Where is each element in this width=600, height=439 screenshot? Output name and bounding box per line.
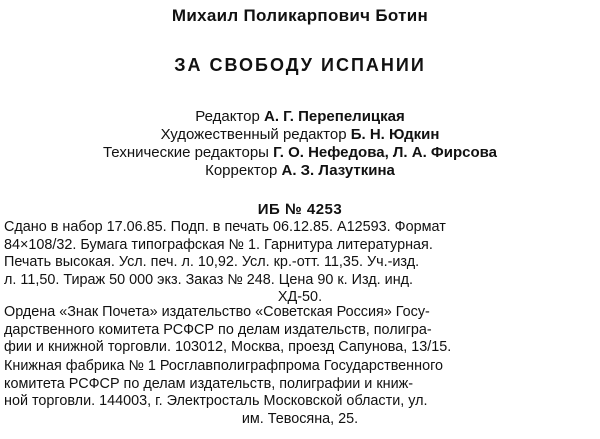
credit-name: А. З. Лазуткина — [281, 162, 395, 179]
ib-number: ИБ № 4253 — [257, 201, 343, 218]
credit-proofreader — [0, 162, 600, 180]
publisher-line: фии и книжной торговли. 103012, Москва, проезд Сапунова, 13/15. — [4, 339, 452, 355]
credit-editor — [0, 108, 600, 126]
credit-role: Редактор — [195, 108, 260, 125]
credit-role: Художественный редактор — [160, 126, 347, 143]
credit-name: А. Г. Перепелицкая — [264, 108, 405, 125]
printer-info — [4, 358, 596, 428]
publisher-line: Ордена «Знак Почета» издательство «Советская Россия» Госу- — [4, 304, 430, 320]
credit-tech-editors — [0, 144, 600, 162]
printer-line: Книжная фабрика № 1 Росглавполиграфпрома Государственного — [4, 358, 444, 374]
credit-name: Б. Н. Юдкин — [350, 126, 440, 143]
publisher-info — [4, 304, 596, 357]
credit-art-editor — [0, 126, 600, 144]
book-title: ЗА СВОБОДУ ИСПАНИИ — [174, 55, 426, 75]
publisher-line: дарственного комитета РСФСР по делам издательств, полигра- — [4, 321, 432, 338]
print-details-line: ХД-50. — [277, 289, 323, 305]
credit-name: Г. О. Нефедова, Л. А. Фирсова — [273, 144, 497, 161]
printer-line: ной торговли. 144003, г. Электросталь Московской области, ул. — [4, 393, 428, 409]
print-details-line: л. 11,50. Тираж 50 000 экз. Заказ № 248. Цена 90 к. Изд. инд. — [4, 271, 414, 288]
print-details — [4, 219, 596, 307]
printer-line: комитета РСФСР по делам издательств, полиграфии и книж- — [4, 375, 414, 392]
credit-role: Технические редакторы — [102, 144, 269, 161]
printer-line: им. Тевосяна, 25. — [241, 410, 359, 427]
print-details-line: 84×108/32. Бумага типографская № 1. Гарнитура литературная. — [4, 236, 433, 253]
print-details-line: Сдано в набор 17.06.85. Подп. в печать 06.12.85. А12593. Формат — [4, 219, 446, 235]
author-name: Михаил Поликарпович Ботин — [171, 6, 429, 25]
print-details-line: Печать высокая. Усл. печ. л. 10,92. Усл. кр.-отт. 11,35. Уч.-изд. — [4, 254, 420, 270]
credit-role: Корректор — [205, 162, 278, 179]
credits — [0, 108, 600, 180]
